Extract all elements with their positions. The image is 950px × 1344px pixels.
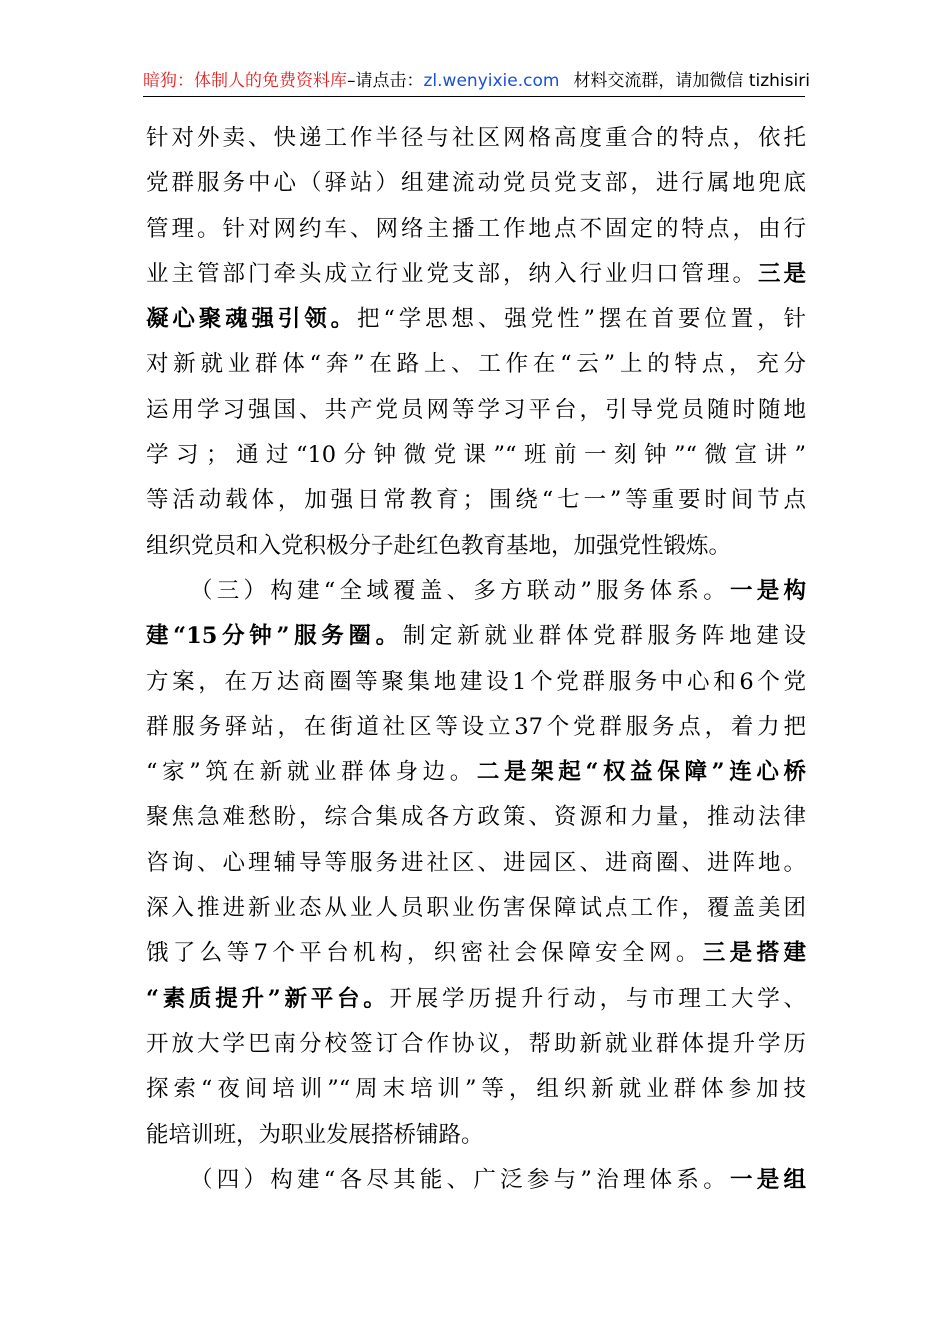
text-line: 学习；通过“10分钟微党课”“班前一刻钟”“微宣讲” — [146, 442, 806, 469]
text-line — [146, 252, 806, 297]
bold-heading-run: 三是 — [757, 260, 806, 287]
text-line: 运用学习强国、共产党员网等学习平台，引导党员随时随地 — [146, 396, 806, 423]
text-line: 群服务驿站，在街道社区等设立37个党群服务点，着力把 — [146, 713, 806, 740]
bold-heading-run: 三是搭建 — [702, 940, 806, 967]
bold-heading-run: 二是架起“权益保障”连心桥 — [476, 759, 806, 786]
text-line — [146, 977, 806, 1022]
text-line: 方案，在万达商圈等聚集地建设1个党群服务中心和6个党 — [146, 668, 806, 695]
text-run: 开展学历提升行动，与市理工大学、 — [389, 985, 806, 1012]
section-heading-run: （四）构建“各尽其能、广泛参与”治理体系。 — [190, 1166, 730, 1193]
text-line — [146, 750, 806, 795]
text-line: 管理。针对网约车、网络主播工作地点不固定的特点，由行 — [146, 215, 806, 242]
bold-heading-run: 一是组 — [729, 1166, 806, 1193]
text-line — [146, 931, 806, 976]
text-line: 能培训班，为职业发展搭桥铺路。 — [146, 1121, 484, 1148]
text-run: 把“学思想、强党性”摆在首要位置，针 — [357, 306, 806, 333]
text-line: 等活动载体，加强日常教育；围绕“七一”等重要时间节点 — [146, 487, 806, 514]
paragraph-2 — [146, 569, 806, 1158]
text-line: 咨询、心理辅导等服务进社区、进园区、进商圈、进阵地。 — [146, 849, 806, 876]
text-run: 制定新就业群体党群服务阵地建设 — [402, 623, 806, 650]
text-line: 探索“夜间培训”“周末培训”等，组织新就业群体参加技 — [146, 1076, 806, 1103]
bold-heading-run: “素质提升”新平台。 — [146, 985, 390, 1012]
header-site-name: 暗狗：体制人的免费资料库 — [143, 71, 347, 91]
text-line: 对新就业群体“奔”在路上、工作在“云”上的特点，充分 — [146, 351, 806, 378]
text-line: 开放大学巴南分校签订合作协议，帮助新就业群体提升学历 — [146, 1030, 806, 1057]
body-text — [146, 116, 806, 1203]
text-line — [146, 297, 806, 342]
text-run: 饿了么等7个平台机构，织密社会保障安全网。 — [146, 940, 703, 967]
bold-heading-run: 建“15分钟”服务圈。 — [146, 623, 403, 650]
header-group-info: 材料交流群，请加微信 tizhisiri — [573, 71, 810, 91]
header-click-prompt: –请点击： — [347, 71, 424, 91]
text-line: 针对外卖、快递工作半径与社区网格高度重合的特点，依托 — [146, 125, 806, 151]
paragraph-3 — [146, 1158, 806, 1203]
bold-heading-run: 一是构 — [729, 577, 806, 604]
text-line: 党群服务中心（驿站）组建流动党员党支部，进行属地兜底 — [146, 170, 806, 197]
text-line: 组织党员和入党积极分子赴红色教育基地，加强党性锻炼。 — [146, 532, 732, 559]
bold-heading-run: 凝心聚魂强引领。 — [146, 306, 358, 333]
page-header-banner — [143, 66, 810, 97]
text-run: “家”筑在新就业群体身边。 — [146, 759, 477, 786]
text-line — [146, 569, 806, 614]
paragraph-1 — [146, 116, 806, 569]
text-run: 业主管部门牵头成立行业党支部，纳入行业归口管理。 — [146, 260, 758, 287]
text-line: 聚焦急难愁盼，综合集成各方政策、资源和力量，推动法律 — [146, 804, 806, 831]
text-line: 深入推进新业态从业人员职业伤害保障试点工作，覆盖美团 — [146, 895, 806, 922]
text-line — [146, 1158, 806, 1203]
header-url-link[interactable]: zl.wenyixie.com — [423, 71, 560, 91]
text-line — [146, 614, 806, 659]
section-heading-run: （三）构建“全域覆盖、多方联动”服务体系。 — [190, 577, 730, 604]
